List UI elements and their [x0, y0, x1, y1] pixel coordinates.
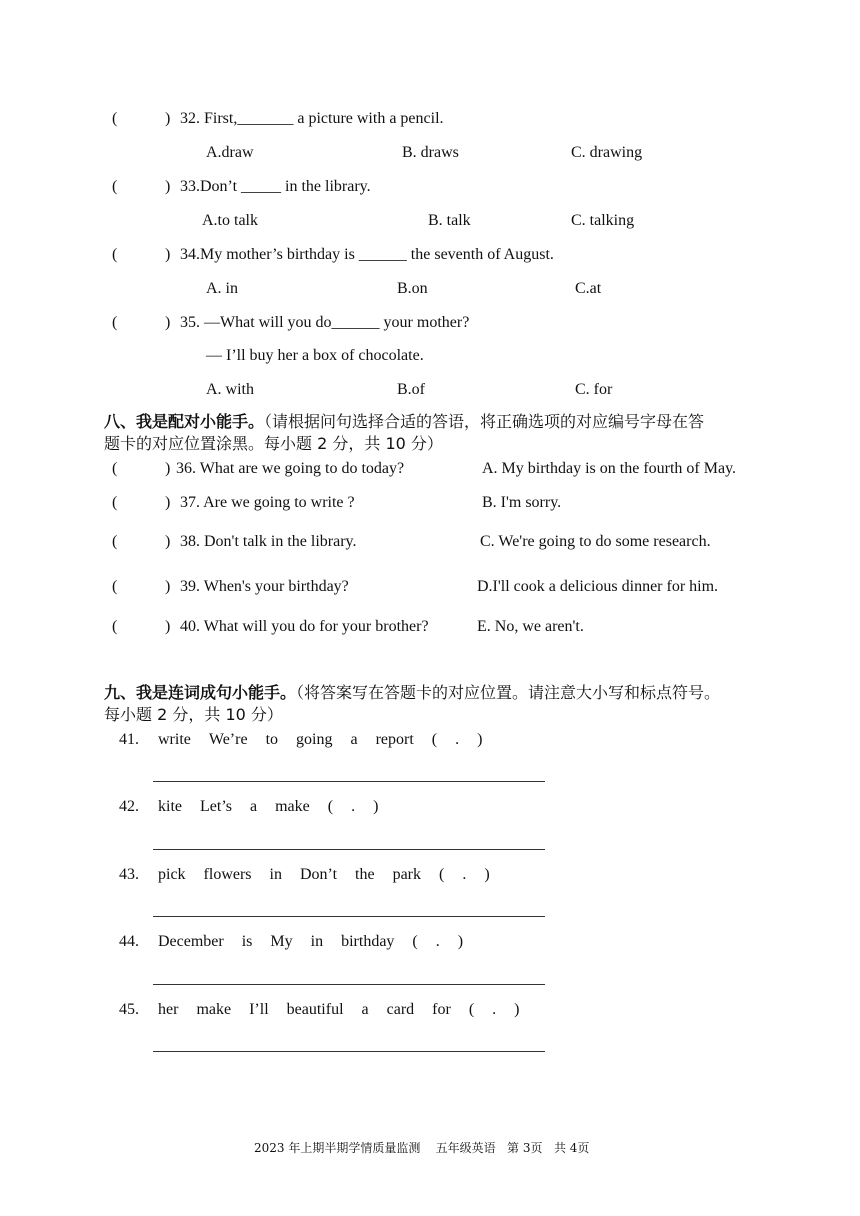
word: . — [462, 866, 467, 883]
option-c: C.at — [575, 280, 602, 297]
word: going — [296, 731, 333, 748]
word: . — [351, 798, 356, 815]
answer-line[interactable] — [153, 781, 545, 782]
word: ) — [477, 731, 483, 748]
item-number: 45. — [119, 1001, 139, 1018]
answer-line[interactable] — [153, 984, 545, 985]
word: beautiful — [286, 1001, 344, 1018]
answer-paren-close: ) — [165, 460, 171, 477]
question-stem: 32. First,_______ a picture with a pencil. — [180, 110, 444, 127]
answer-paren-open: ( — [112, 533, 118, 550]
word: ( — [431, 731, 438, 748]
word: ( — [412, 933, 418, 950]
item-number: 41. — [119, 731, 139, 748]
word: a — [361, 1001, 369, 1018]
word: I’ll — [249, 1001, 269, 1018]
word: ) — [514, 1001, 520, 1018]
word: park — [392, 866, 422, 883]
answer-paren-close: ) — [165, 618, 171, 635]
option-c: C. drawing — [571, 144, 643, 161]
option-b: B. draws — [402, 144, 459, 161]
option-b: B.of — [397, 381, 425, 398]
match-question: 38. Don't talk in the library. — [180, 533, 357, 550]
answer-paren-close: ) — [165, 246, 171, 263]
answer-paren-open: ( — [112, 178, 118, 195]
question-stem: 33.Don’t _____ in the library. — [180, 178, 371, 195]
word: to — [265, 731, 279, 748]
word-list — [158, 933, 481, 951]
option-c: C. for — [575, 381, 613, 398]
answer-paren-close: ) — [165, 494, 171, 511]
word: a — [250, 798, 258, 815]
word: December — [158, 933, 224, 950]
answer-paren-open: ( — [112, 618, 118, 635]
word: . — [455, 731, 460, 748]
word: . — [435, 933, 440, 950]
word: . — [492, 1001, 497, 1018]
word-list — [158, 798, 396, 816]
word: write — [158, 731, 191, 748]
item-number: 44. — [119, 933, 139, 950]
answer-paren-close: ) — [165, 314, 171, 331]
word: card — [386, 1001, 415, 1018]
word: for — [432, 1001, 451, 1018]
word-list — [158, 731, 500, 749]
word: ( — [439, 866, 445, 883]
word: Don’t — [299, 866, 338, 883]
word: the — [355, 866, 375, 883]
page-footer: 2023 年上期半期学情质量监测 五年级英语 第 3页 共 4页 — [254, 1141, 590, 1155]
section-instructions-continued: 题卡的对应位置涂黑。每小题 2 分，共 10 分） — [104, 434, 443, 453]
answer-paren-open: ( — [112, 578, 118, 595]
word: ) — [484, 866, 490, 883]
option-a: A. with — [206, 381, 254, 398]
match-question: 39. When's your birthday? — [180, 578, 349, 595]
answer-paren-close: ) — [165, 178, 171, 195]
answer-line[interactable] — [153, 916, 545, 917]
word: make — [196, 1001, 232, 1018]
match-option: E. No, we aren't. — [477, 618, 584, 635]
answer-line: — I’ll buy her a box of chocolate. — [206, 347, 424, 364]
match-option: B. I'm sorry. — [482, 494, 562, 511]
word: birthday — [341, 933, 395, 950]
word: in — [269, 866, 282, 883]
word: flowers — [203, 866, 252, 883]
item-number: 42. — [119, 798, 139, 815]
match-option: D.I'll cook a delicious dinner for him. — [477, 578, 719, 595]
question-stem: 34.My mother’s birthday is ______ the seventh of August. — [180, 246, 554, 263]
word: We’re — [208, 731, 248, 748]
word: make — [275, 798, 310, 815]
match-option: C. We're going to do some research. — [480, 533, 711, 550]
word-list — [158, 866, 508, 884]
item-number: 43. — [119, 866, 139, 883]
section-heading — [104, 680, 720, 703]
match-question: 37. Are we going to write ? — [180, 494, 355, 511]
answer-paren-close: ) — [165, 578, 171, 595]
section-instructions: （将答案写在答题卡的对应位置。请注意大小写和标点符号。 — [296, 683, 721, 702]
answer-paren-close: ) — [165, 110, 171, 127]
word: ( — [468, 1001, 475, 1018]
answer-paren-open: ( — [112, 246, 118, 263]
answer-line[interactable] — [153, 1051, 545, 1052]
word: a — [350, 731, 358, 748]
option-b: B.on — [397, 280, 428, 297]
word: Let’s — [200, 798, 232, 815]
match-option: A. My birthday is on the fourth of May. — [482, 460, 737, 477]
option-a: A.draw — [206, 144, 254, 161]
answer-paren-open: ( — [112, 314, 118, 331]
option-a: A.to talk — [202, 212, 258, 229]
answer-line[interactable] — [153, 849, 545, 850]
section-title: 九、我是连词成句小能手。 — [104, 683, 297, 702]
option-a: A. in — [206, 280, 238, 297]
match-question: 40. What will you do for your brother? — [180, 618, 429, 635]
option-b: B. talk — [428, 212, 471, 229]
word: in — [310, 933, 324, 950]
option-c: C. talking — [571, 212, 635, 229]
word: My — [270, 933, 293, 950]
word: her — [158, 1001, 179, 1018]
word: pick — [158, 866, 186, 883]
word: ) — [457, 933, 464, 950]
section-instructions: （请根据问句选择合适的答语，将正确选项的对应编号字母在答 — [264, 412, 705, 431]
answer-paren-open: ( — [112, 110, 118, 127]
section-heading — [104, 409, 704, 432]
answer-paren-open: ( — [112, 494, 118, 511]
question-stem: 35. —What will you do______ your mother? — [180, 314, 470, 331]
word: ) — [373, 798, 379, 815]
word: kite — [158, 798, 182, 815]
word: is — [241, 933, 253, 950]
section-title: 八、我是配对小能手。 — [104, 412, 265, 431]
word-list — [158, 1001, 537, 1019]
match-question: 36. What are we going to do today? — [176, 460, 405, 477]
answer-paren-open: ( — [112, 460, 118, 477]
word: report — [375, 731, 414, 748]
section-instructions-continued: 每小题 2 分，共 10 分） — [104, 705, 283, 724]
answer-paren-close: ) — [165, 533, 171, 550]
word: ( — [327, 798, 334, 815]
